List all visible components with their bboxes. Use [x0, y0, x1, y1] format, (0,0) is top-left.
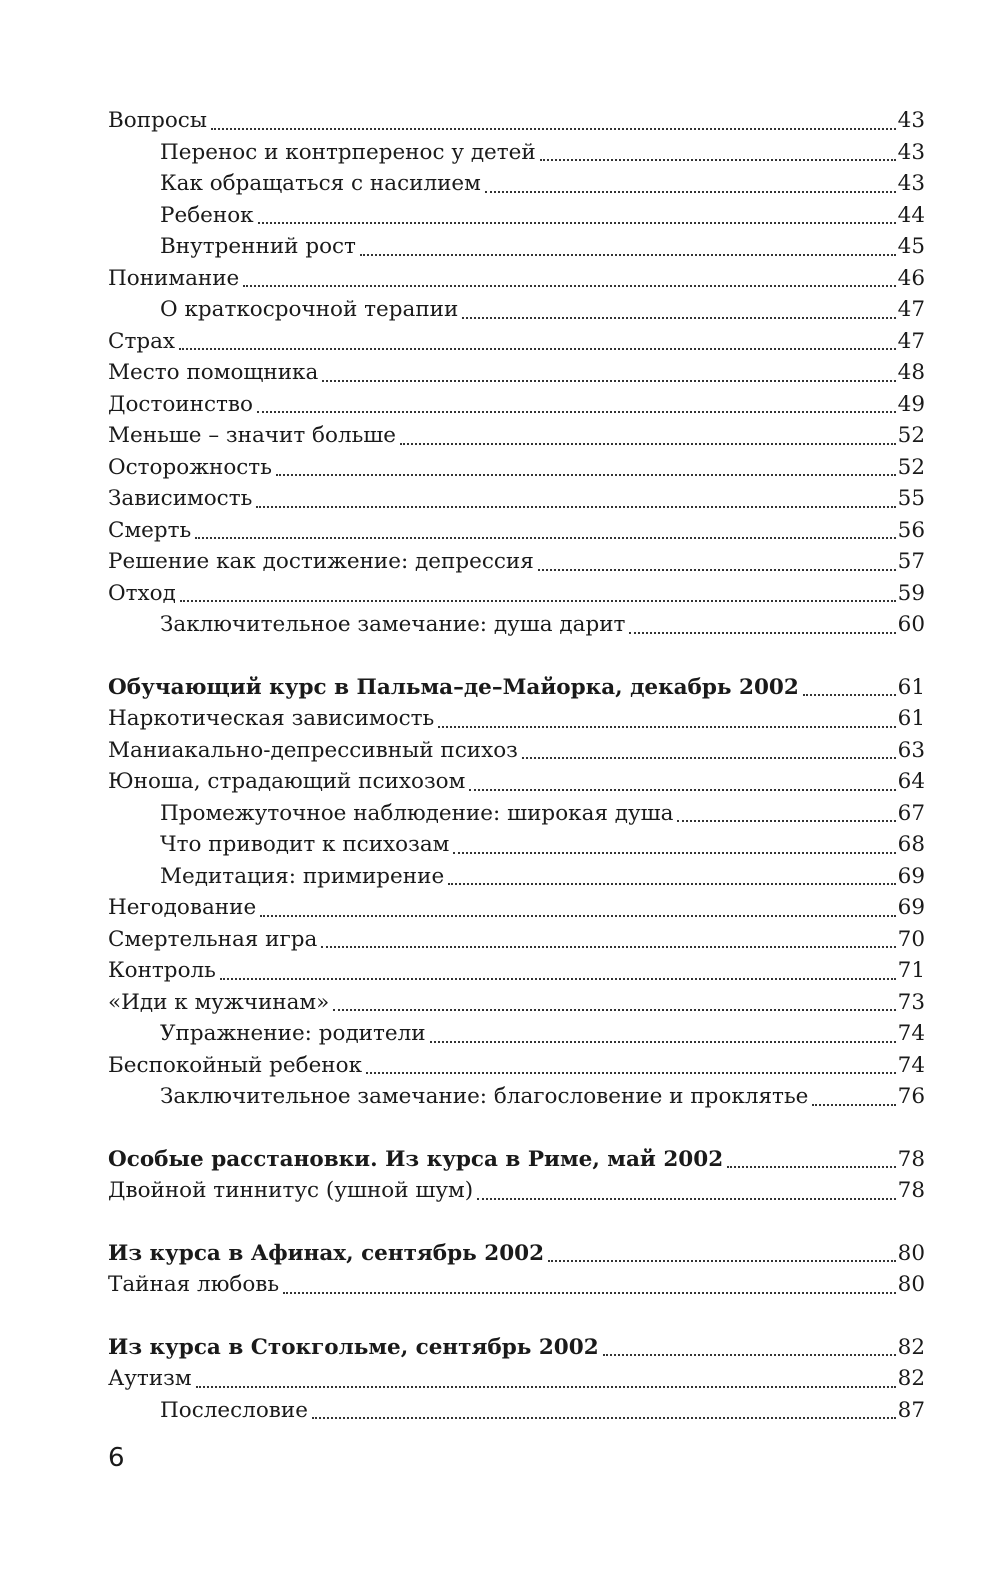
- toc-entry: [108, 452, 925, 484]
- toc-entry-page: 52: [897, 454, 925, 480]
- toc-entry-page: 74: [897, 1021, 925, 1046]
- dot-leader: [276, 474, 896, 476]
- toc-entry: [108, 1269, 925, 1301]
- dot-leader: [522, 757, 896, 759]
- toc-entry-page: 73: [897, 989, 925, 1015]
- toc-entry-page: 78: [897, 1146, 925, 1172]
- dot-leader: [462, 317, 895, 319]
- toc-entry-page: 70: [897, 926, 925, 952]
- toc-entry-title: Перенос и контрперенос у детей: [160, 139, 536, 165]
- toc-entry: [108, 1363, 925, 1395]
- toc-entry: [108, 420, 925, 452]
- toc-entry-title: Отход: [108, 580, 176, 606]
- toc-section: [108, 105, 925, 641]
- toc-entry: [108, 1395, 925, 1427]
- toc-section: [108, 672, 925, 1113]
- toc-chapter-heading: [108, 1144, 925, 1176]
- toc-entry-page: 52: [897, 423, 925, 448]
- toc-entry: [108, 515, 925, 547]
- dot-leader: [540, 159, 896, 161]
- dot-leader: [243, 285, 895, 287]
- toc-entry-title: Юноша, страдающий психозом: [108, 769, 466, 794]
- dot-leader: [283, 1292, 896, 1294]
- toc-entry-title: Аутизм: [108, 1366, 192, 1391]
- toc-entry: [108, 924, 925, 956]
- toc-entry-title: «Иди к мужчинам»: [108, 989, 330, 1015]
- toc-entry: [108, 861, 925, 893]
- toc-entry: [108, 357, 925, 389]
- toc-entry-page: 61: [897, 674, 925, 700]
- toc-entry: [108, 294, 925, 326]
- toc-entry-title: Вопросы: [108, 108, 207, 133]
- toc-entry-title: Упражнение: родители: [160, 1021, 426, 1046]
- toc-entry: [108, 609, 925, 641]
- dot-leader: [260, 915, 895, 917]
- toc-entry-title: Смерть: [108, 517, 192, 543]
- toc-entry-page: 69: [897, 863, 925, 889]
- toc-entry-page: 57: [897, 549, 925, 574]
- dot-leader: [477, 1198, 895, 1200]
- toc-entry-title: Зависимость: [108, 486, 253, 511]
- page-number: 6: [108, 1443, 125, 1473]
- dot-leader: [677, 820, 895, 822]
- toc-entry-title: Маниакально-депрессивный психоз: [108, 737, 518, 763]
- toc-entry-title: О краткосрочной терапии: [160, 297, 459, 322]
- toc-entry-page: 45: [897, 234, 925, 259]
- toc-entry-page: 68: [897, 832, 925, 857]
- toc-entry-page: 63: [897, 737, 925, 763]
- toc-entry-title: Тайная любовь: [108, 1272, 280, 1297]
- toc-entry-page: 47: [897, 328, 925, 354]
- dot-leader: [211, 128, 896, 130]
- toc-entry-title: Обучающий курс в Пальма–де–Майорка, декабрь 2002: [108, 674, 799, 700]
- toc-entry-title: Решение как достижение: депрессия: [108, 549, 534, 574]
- toc-entry-title: Меньше – значит больше: [108, 423, 397, 448]
- toc-entry: [108, 326, 925, 358]
- toc-entry: [108, 1175, 925, 1207]
- dot-leader: [812, 1104, 895, 1106]
- toc-entry-page: 71: [897, 958, 925, 983]
- toc-entry-title: Послесловие: [160, 1397, 308, 1423]
- dot-leader: [321, 946, 895, 948]
- dot-leader: [333, 1009, 895, 1011]
- toc-entry-title: Что приводит к психозам: [160, 832, 450, 857]
- toc-entry-page: 67: [897, 800, 925, 826]
- toc-entry-title: Место помощника: [108, 360, 319, 385]
- toc-entry: [108, 389, 925, 421]
- toc-entry: [108, 955, 925, 987]
- toc-entry: [108, 798, 925, 830]
- dot-leader: [360, 254, 896, 256]
- toc-entry: [108, 703, 925, 735]
- toc-entry: [108, 105, 925, 137]
- toc-entry-page: 60: [897, 612, 925, 637]
- toc-chapter-heading: [108, 1238, 925, 1270]
- toc-entry-page: 56: [897, 517, 925, 543]
- toc-entry: [108, 231, 925, 263]
- toc-entry-title: Ребенок: [160, 202, 254, 228]
- toc-entry: [108, 546, 925, 578]
- toc-entry-page: 76: [897, 1084, 925, 1109]
- toc-entry-title: Беспокойный ребенок: [108, 1052, 363, 1078]
- toc-entry: [108, 987, 925, 1019]
- dot-leader: [603, 1354, 896, 1356]
- toc-entry-title: Страх: [108, 328, 176, 354]
- toc-entry-page: 80: [897, 1240, 925, 1266]
- toc-entry-page: 43: [897, 108, 925, 133]
- toc-chapter-heading: [108, 672, 925, 704]
- toc-entry-page: 87: [897, 1397, 925, 1423]
- toc-entry-title: Осторожность: [108, 454, 272, 480]
- toc-entry: [108, 829, 925, 861]
- dot-leader: [803, 694, 896, 696]
- dot-leader: [195, 537, 895, 539]
- dot-leader: [448, 883, 895, 885]
- toc-entry-page: 78: [897, 1178, 925, 1203]
- toc-entry: [108, 578, 925, 610]
- toc-entry: [108, 200, 925, 232]
- toc-entry-page: 74: [897, 1052, 925, 1078]
- toc-entry-page: 43: [897, 171, 925, 196]
- dot-leader: [258, 222, 896, 224]
- toc-section: [108, 1144, 925, 1207]
- toc-entry-page: 69: [897, 895, 925, 920]
- toc-entry-title: Негодование: [108, 895, 257, 920]
- toc-entry-title: Внутренний рост: [160, 234, 356, 259]
- dot-leader: [469, 789, 895, 791]
- toc-entry: [108, 892, 925, 924]
- dot-leader: [312, 1417, 896, 1419]
- toc-entry-page: 64: [897, 769, 925, 794]
- toc-entry-page: 59: [897, 580, 925, 606]
- toc-entry-page: 80: [897, 1272, 925, 1297]
- dot-leader: [629, 632, 895, 634]
- toc-section: [108, 1238, 925, 1301]
- toc-entry-title: Медитация: примирение: [160, 863, 445, 889]
- toc-entry-title: Понимание: [108, 265, 240, 291]
- toc-section: [108, 1332, 925, 1427]
- toc-entry-page: 82: [897, 1334, 925, 1360]
- toc-entry: [108, 168, 925, 200]
- toc-entry: [108, 1050, 925, 1082]
- dot-leader: [485, 191, 896, 193]
- toc-entry-title: Наркотическая зависимость: [108, 706, 435, 731]
- toc-entry: [108, 263, 925, 295]
- toc-entry: [108, 1018, 925, 1050]
- toc-entry-page: 82: [897, 1366, 925, 1391]
- toc-entry-title: Промежуточное наблюдение: широкая душа: [160, 800, 674, 826]
- toc-entry-title: Достоинство: [108, 391, 253, 417]
- dot-leader: [220, 978, 896, 980]
- dot-leader: [180, 600, 896, 602]
- toc-entry-page: 55: [897, 486, 925, 511]
- dot-leader: [430, 1041, 896, 1043]
- toc-entry-title: Из курса в Афинах, сентябрь 2002: [108, 1240, 545, 1266]
- dot-leader: [179, 348, 896, 350]
- toc-entry-page: 43: [897, 139, 925, 165]
- toc-entry: [108, 735, 925, 767]
- toc-entry-title: Особые расстановки. Из курса в Риме, май 2002: [108, 1146, 724, 1172]
- dot-leader: [366, 1072, 896, 1074]
- dot-leader: [400, 443, 896, 445]
- dot-leader: [453, 852, 895, 854]
- dot-leader: [548, 1260, 896, 1262]
- toc-entry-page: 48: [897, 360, 925, 385]
- toc-entry: [108, 766, 925, 798]
- toc-entry-page: 61: [897, 706, 925, 731]
- toc-entry: [108, 137, 925, 169]
- toc-entry-title: Смертельная игра: [108, 926, 318, 952]
- toc-entry-page: 46: [897, 265, 925, 291]
- dot-leader: [257, 411, 896, 413]
- toc-entry-title: Заключительное замечание: благословение и проклятье: [160, 1084, 809, 1109]
- toc-entry: [108, 1081, 925, 1113]
- toc-entry-title: Контроль: [108, 958, 216, 983]
- dot-leader: [438, 726, 895, 728]
- dot-leader: [727, 1166, 895, 1168]
- toc-entry-title: Двойной тиннитус (ушной шум): [108, 1178, 474, 1203]
- dot-leader: [538, 569, 896, 571]
- toc-entry-title: Из курса в Стокгольме, сентябрь 2002: [108, 1334, 599, 1360]
- table-of-contents: [108, 105, 925, 1426]
- toc-entry-page: 47: [897, 297, 925, 322]
- toc-entry-title: Как обращаться с насилием: [160, 171, 481, 196]
- dot-leader: [196, 1386, 896, 1388]
- dot-leader: [322, 380, 895, 382]
- toc-chapter-heading: [108, 1332, 925, 1364]
- toc-entry-page: 49: [897, 391, 925, 417]
- dot-leader: [256, 506, 895, 508]
- toc-entry: [108, 483, 925, 515]
- toc-entry-page: 44: [897, 202, 925, 228]
- toc-entry-title: Заключительное замечание: душа дарит: [160, 612, 626, 637]
